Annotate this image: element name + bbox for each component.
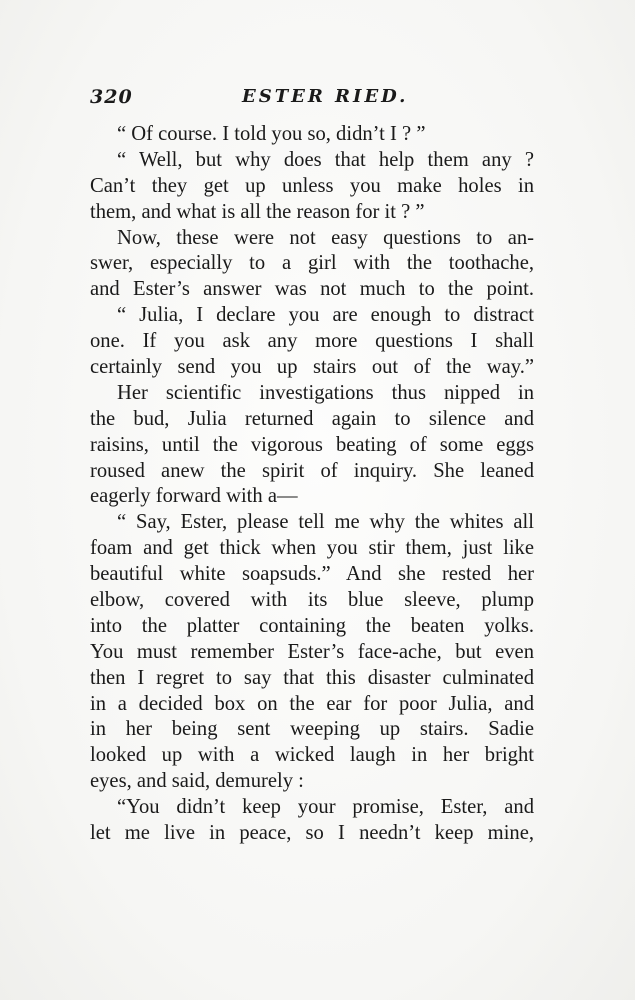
text-line: looked up with a wicked laugh in her bright [90, 744, 534, 767]
text-line: You must remember Ester’s face-ache, but even [90, 640, 534, 663]
text-line: then I regret to say that this disaster culminated [90, 666, 534, 689]
page-number: 320 [90, 86, 133, 108]
text-line: Now, these were not easy questions to an- [117, 226, 534, 249]
text-line: Can’t they get up unless you make holes in [90, 174, 534, 197]
text-line: “ Julia, I declare you are enough to distract [117, 304, 534, 327]
text-line: beautiful white soapsuds.” And she rested her [90, 563, 534, 586]
text-line: “ Well, but why does that help them any ? [117, 148, 534, 171]
text-line: foam and get thick when you stir them, just like [90, 537, 534, 560]
text-line: elbow, covered with its blue sleeve, plump [90, 589, 534, 612]
text-line: in her being sent weeping up stairs. Sadie [90, 718, 534, 741]
text-line: the bud, Julia returned again to silence and [90, 407, 534, 430]
text-line: Her scientific investigations thus nipped in [117, 381, 534, 404]
text-line: eyes, and said, demurely : [90, 770, 304, 793]
text-line: in a decided box on the ear for poor Julia, and [90, 692, 534, 715]
text-line: eagerly forward with a— [90, 485, 298, 508]
text-line: “ Say, Ester, please tell me why the whites all [117, 511, 534, 534]
text-line: let me live in peace, so I needn’t keep mine, [90, 822, 534, 845]
text-line: them, and what is all the reason for it ? ” [90, 200, 425, 223]
text-line: into the platter containing the beaten yolks. [90, 614, 534, 637]
text-line: raisins, until the vigorous beating of some eggs [90, 433, 534, 456]
text-line: and Ester’s answer was not much to the point. [90, 278, 534, 301]
text-line: one. If you ask any more questions I shall [90, 330, 534, 353]
body-text [90, 122, 534, 847]
text-line: “You didn’t keep your promise, Ester, and [117, 796, 534, 819]
text-line: certainly send you up stairs out of the way.” [90, 356, 534, 379]
text-line: roused anew the spirit of inquiry. She leaned [90, 459, 534, 482]
page-header [90, 86, 540, 116]
text-line: “ Of course. I told you so, didn’t I ? ” [117, 123, 426, 145]
text-line: swer, especially to a girl with the toothache, [90, 252, 534, 275]
running-title: ESTER RIED. [242, 86, 409, 107]
